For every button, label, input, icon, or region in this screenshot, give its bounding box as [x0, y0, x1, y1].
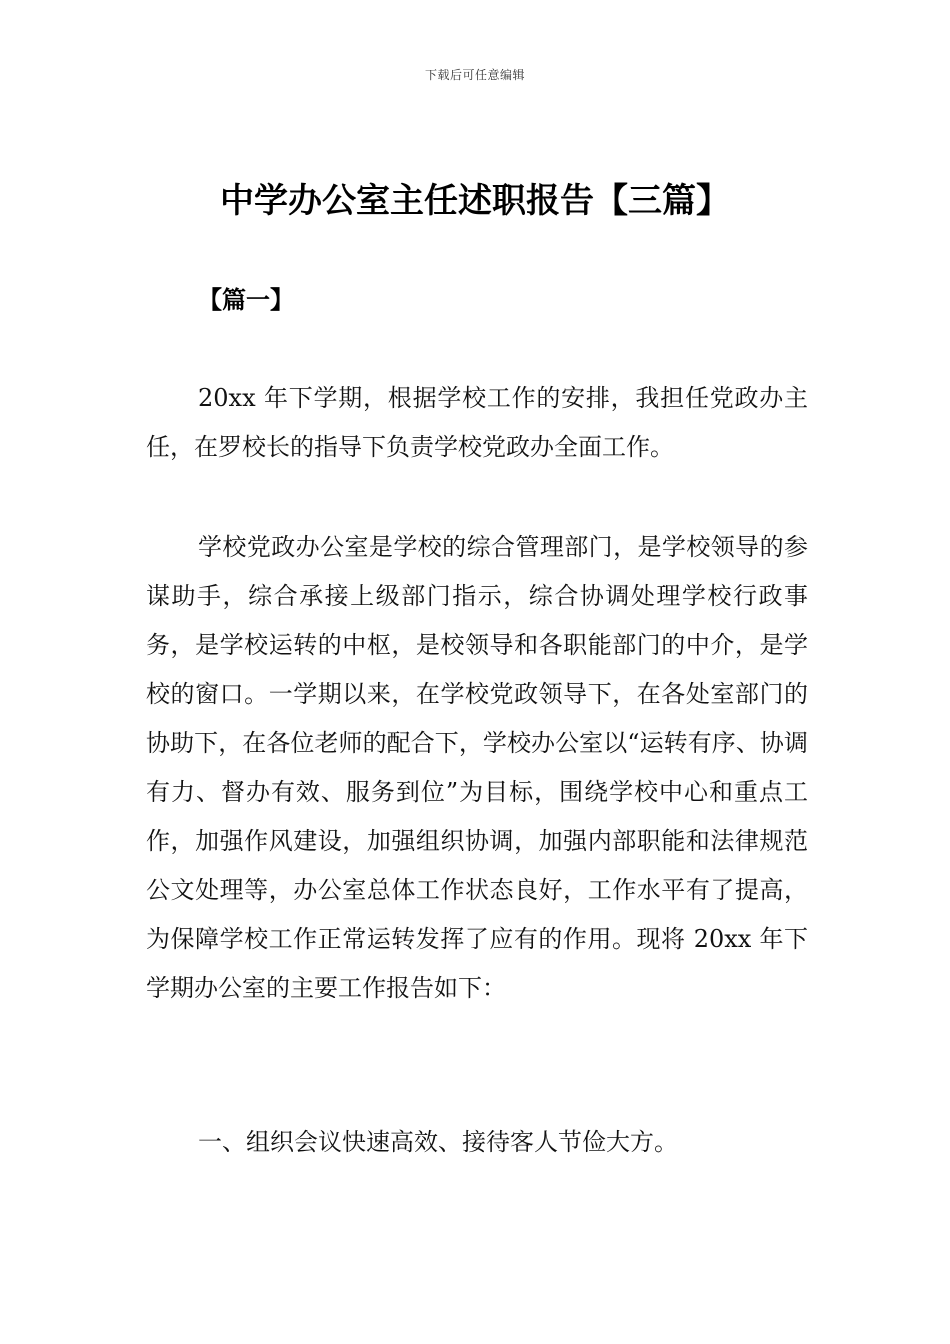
header-note: 下载后可任意编辑 [424, 68, 525, 82]
paragraph-office-overview: 学校党政办公室是学校的综合管理部门，是学校领导的参谋助手，综合承接上级部门指示，综合协调处理学校行政事务，是学校运转的中枢，是校领导和各职能部门的中介，是学校的窗口。一学期以来，在学校党政领导下，在各处室部门的协助下，在各位老师的配合下，学校办公室以“运转有序、协调有力、督办有效、服务到位”为目标，围绕学校中心和重点工作，加强作风建设，加强组织协调，加强内部职能和法律规范公文处理等，办公室总体工作状态良好，工作水平有了提高，为保障学校工作正常运转发挥了应有的作用。现将 20xx 年下学期办公室的主要工作报告如下： [146, 533, 808, 1002]
section-label: 【篇一】 [198, 286, 294, 314]
paragraph-heading-one: 一、组织会议快速高效、接待客人节俭大方。 [198, 1128, 678, 1156]
paragraph-intro: 20xx 年下学期，根据学校工作的安排，我担任党政办主任，在罗校长的指导下负责学校党政办全面工作。 [146, 384, 808, 461]
document-title: 中学办公室主任述职报告【三篇】 [220, 181, 730, 221]
